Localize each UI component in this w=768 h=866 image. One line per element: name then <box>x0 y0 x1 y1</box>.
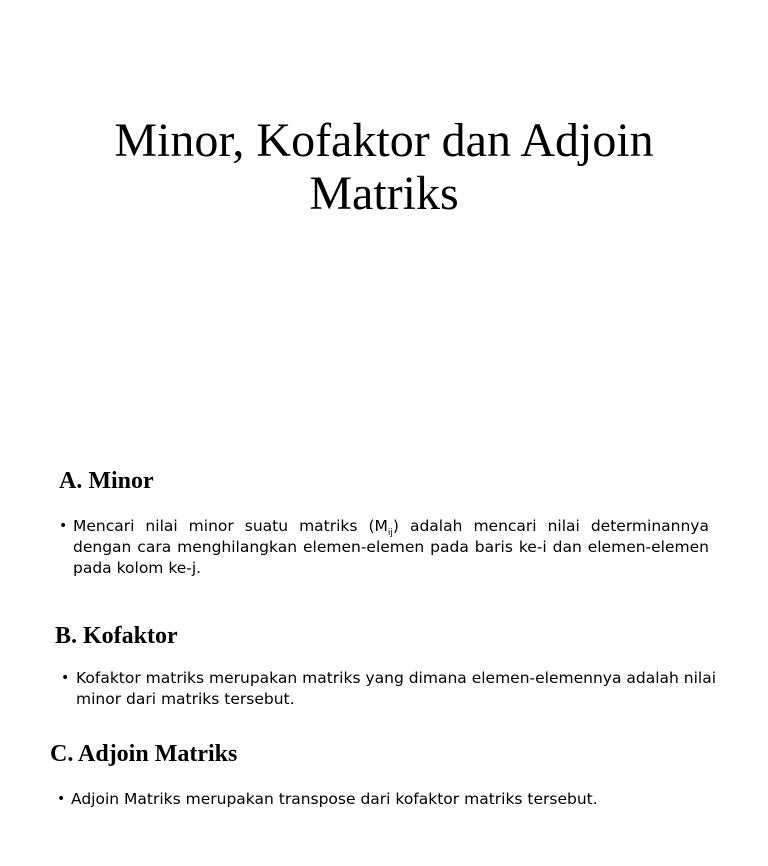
slide-title-line-2: Matriks <box>309 167 459 220</box>
slide-title-line-1: Minor, Kofaktor dan Adjoin <box>114 114 654 167</box>
bullet-adjoin-text: Adjoin Matriks merupakan transpose dari kofaktor matriks tersebut. <box>71 790 598 808</box>
section-heading-minor: A. Minor <box>59 468 154 494</box>
bullet-minor <box>59 516 709 579</box>
minor-subscript: ij <box>387 528 393 539</box>
section-heading-adjoin: C. Adjoin Matriks <box>50 741 238 767</box>
bullet-dot-icon: • <box>59 518 68 534</box>
bullet-adjoin <box>57 789 717 810</box>
bullet-kofaktor-text: Kofaktor matriks merupakan matriks yang dimana elemen-elemennya adalah nilai minor dari matriks tersebut. <box>76 669 717 708</box>
minor-text-part-1: Mencari nilai minor suatu matriks (M <box>73 517 388 535</box>
bullet-dot-icon: • <box>57 791 66 807</box>
section-heading-kofaktor: B. Kofaktor <box>55 623 178 649</box>
slide-title <box>0 114 768 220</box>
bullet-kofaktor <box>61 668 721 710</box>
bullet-dot-icon: • <box>61 670 70 686</box>
bullet-minor-text <box>73 516 709 579</box>
minor-text-part-2: ) adalah mencari nilai determinannya dengan cara menghilangkan elemen-elemen pada baris ke-i dan elemen-elemen pada kolom ke-j. <box>73 517 709 577</box>
